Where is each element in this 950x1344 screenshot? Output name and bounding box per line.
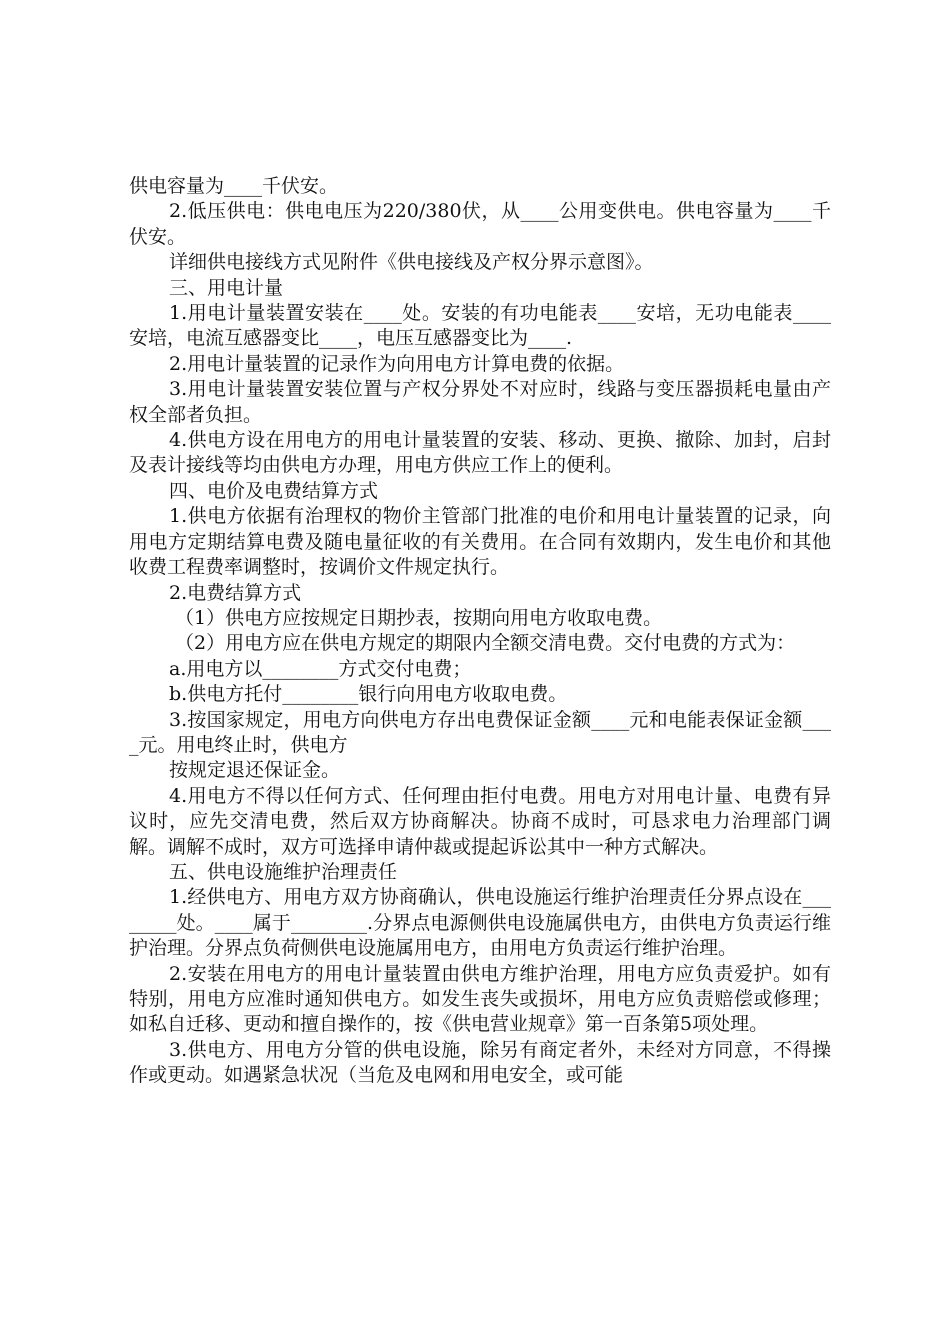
paragraph: a.用电方以________方式交付电费；	[169, 657, 472, 680]
section-heading: 四、电价及电费结算方式	[169, 479, 379, 502]
paragraph: （2）用电方应在供电方规定的期限内全额交清电费。交付电费的方式为：	[175, 632, 796, 655]
section-heading: 三、用电计量	[169, 276, 284, 299]
paragraph: 3.用电计量装置安装位置与产权分界处不对应时，线路与变压器损耗电量由产权全部者负担。	[129, 378, 831, 426]
paragraph: （1）供电方应按规定日期抄表，按期向用电方收取电费。	[175, 606, 663, 629]
document-body	[129, 174, 831, 1089]
paragraph: 3.按国家规定，用电方向供电方存出电费保证金额____元和电能表保证金额____元。用电终止时，供电方	[129, 708, 831, 756]
paragraph: 1.用电计量装置安装在____处。安装的有功电能表____安培，无功电能表____安培，电流互感器变比____，电压互感器变比为____.	[129, 302, 831, 350]
paragraph: 4.用电方不得以任何方式、任何理由拒付电费。用电方对用电计量、电费有异议时，应先交清电费，然后双方协商解决。协商不成时，可恳求电力治理部门调解。调解不成时，双方可选择申请仲裁或提起诉讼其中一种方式解决。	[129, 784, 831, 858]
paragraph: 1.供电方依据有治理权的物价主管部门批准的电价和用电计量装置的记录，向用电方定期结算电费及随电量征收的有关费用。在合同有效期内，发生电价和其他收费工程费率调整时，按调价文件规定执行。	[129, 505, 831, 579]
paragraph: b.供电方托付________银行向用电方收取电费。	[169, 683, 568, 706]
paragraph: 详细供电接线方式见附件《供电接线及产权分界示意图》。	[169, 251, 654, 274]
paragraph: 按规定退还保证金。	[169, 759, 341, 782]
paragraph: 2.用电计量装置的记录作为向用电方计算电费的依据。	[169, 352, 625, 375]
paragraph: 2.低压供电：供电电压为220/380伏，从____公用变供电。供电容量为____千伏安。	[129, 200, 831, 248]
paragraph: 4.供电方设在用电方的用电计量装置的安装、移动、更换、撤除、加封，启封及表计接线等均由供电方办理，用电方供应工作上的便利。	[129, 429, 831, 477]
paragraph: 2.安装在用电方的用电计量装置由供电方维护治理，用电方应负责爱护。如有特别，用电方应准时通知供电方。如发生丧失或损坏，用电方应负责赔偿或修理；如私自迁移、更动和擅自操作的，按《供电营业规章》第一百条第5项处理。	[129, 962, 831, 1036]
section-heading: 五、供电设施维护治理责任	[169, 860, 398, 883]
paragraph: 1.经供电方、用电方双方协商确认，供电设施运行维护治理责任分界点设在________处。____属于________.分界点电源侧供电设施属供电方，由供电方负责运行维护治理。分界点负荷侧供电设施属用电方，由用电方负责运行维护治理。	[129, 886, 831, 960]
paragraph: 3.供电方、用电方分管的供电设施，除另有商定者外，未经对方同意，不得操作或更动。如遇紧急状况（当危及电网和用电安全，或可能	[129, 1038, 831, 1087]
paragraph: 2.电费结算方式	[169, 581, 302, 604]
paragraph: 供电容量为____千伏安。	[129, 175, 339, 197]
